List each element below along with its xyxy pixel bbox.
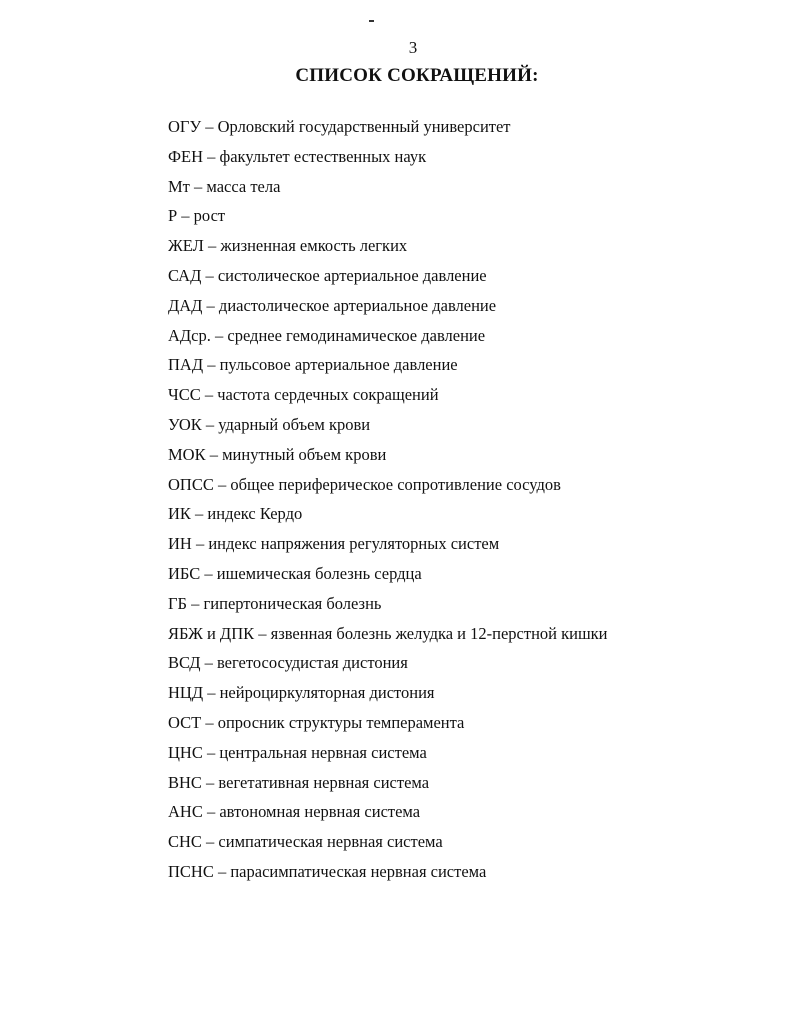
abbreviation-item: ФЕН – факультет естественных наук xyxy=(168,146,427,166)
abbreviation-item: Мт – масса тела xyxy=(168,176,281,196)
abbreviation-item: УОК – ударный объем крови xyxy=(168,414,371,434)
abbreviation-item: ИН – индекс напряжения регуляторных систем xyxy=(168,534,500,554)
scan-mark xyxy=(369,20,374,22)
abbreviation-item: ДАД – диастолическое артериальное давление xyxy=(168,295,497,315)
abbreviation-item: ПАД – пульсовое артериальное давление xyxy=(168,355,458,375)
abbreviation-item: ИК – индекс Кердо xyxy=(168,504,303,524)
abbreviation-item: ВСД – вегетососудистая дистония xyxy=(168,653,408,673)
abbreviation-item: ОГУ – Орловский государственный университет xyxy=(168,117,511,136)
abbreviation-item: МОК – минутный объем крови xyxy=(168,444,387,464)
abbreviation-item: САД – систолическое артериальное давление xyxy=(168,265,487,285)
abbreviation-item: ЧСС – частота сердечных сокращений xyxy=(168,385,439,405)
abbreviation-item: ГБ – гипертоническая болезнь xyxy=(168,593,382,613)
abbreviation-item: ЦНС – центральная нервная система xyxy=(168,742,427,762)
abbreviation-list xyxy=(168,117,608,892)
abbreviation-item: СНС – симпатическая нервная система xyxy=(168,832,443,852)
abbreviation-item: НЦД – нейроциркуляторная дистония xyxy=(168,683,435,703)
abbreviation-item: ПСНС – парасимпатическая нервная система xyxy=(168,861,487,881)
abbreviation-item: ОСТ – опросник структуры темперамента xyxy=(168,712,465,732)
abbreviation-item: ИБС – ишемическая болезнь сердца xyxy=(168,563,422,583)
abbreviation-item: ОПСС – общее периферическое сопротивление сосудов xyxy=(168,474,561,494)
abbreviation-item: ЖЕЛ – жизненная емкость легких xyxy=(168,236,408,256)
abbreviation-item: ЯБЖ и ДПК – язвенная болезнь желудка и 12-перстной кишки xyxy=(168,623,608,643)
page-number: 3 xyxy=(408,38,418,57)
abbreviation-item: АДср. – среднее гемодинамическое давление xyxy=(168,325,486,345)
abbreviation-item: Р – рост xyxy=(168,206,226,226)
page-title: СПИСОК СОКРАЩЕНИЙ: xyxy=(295,65,539,86)
abbreviation-item: ВНС – вегетативная нервная система xyxy=(168,772,430,792)
abbreviation-item: АНС – автономная нервная система xyxy=(168,802,421,822)
